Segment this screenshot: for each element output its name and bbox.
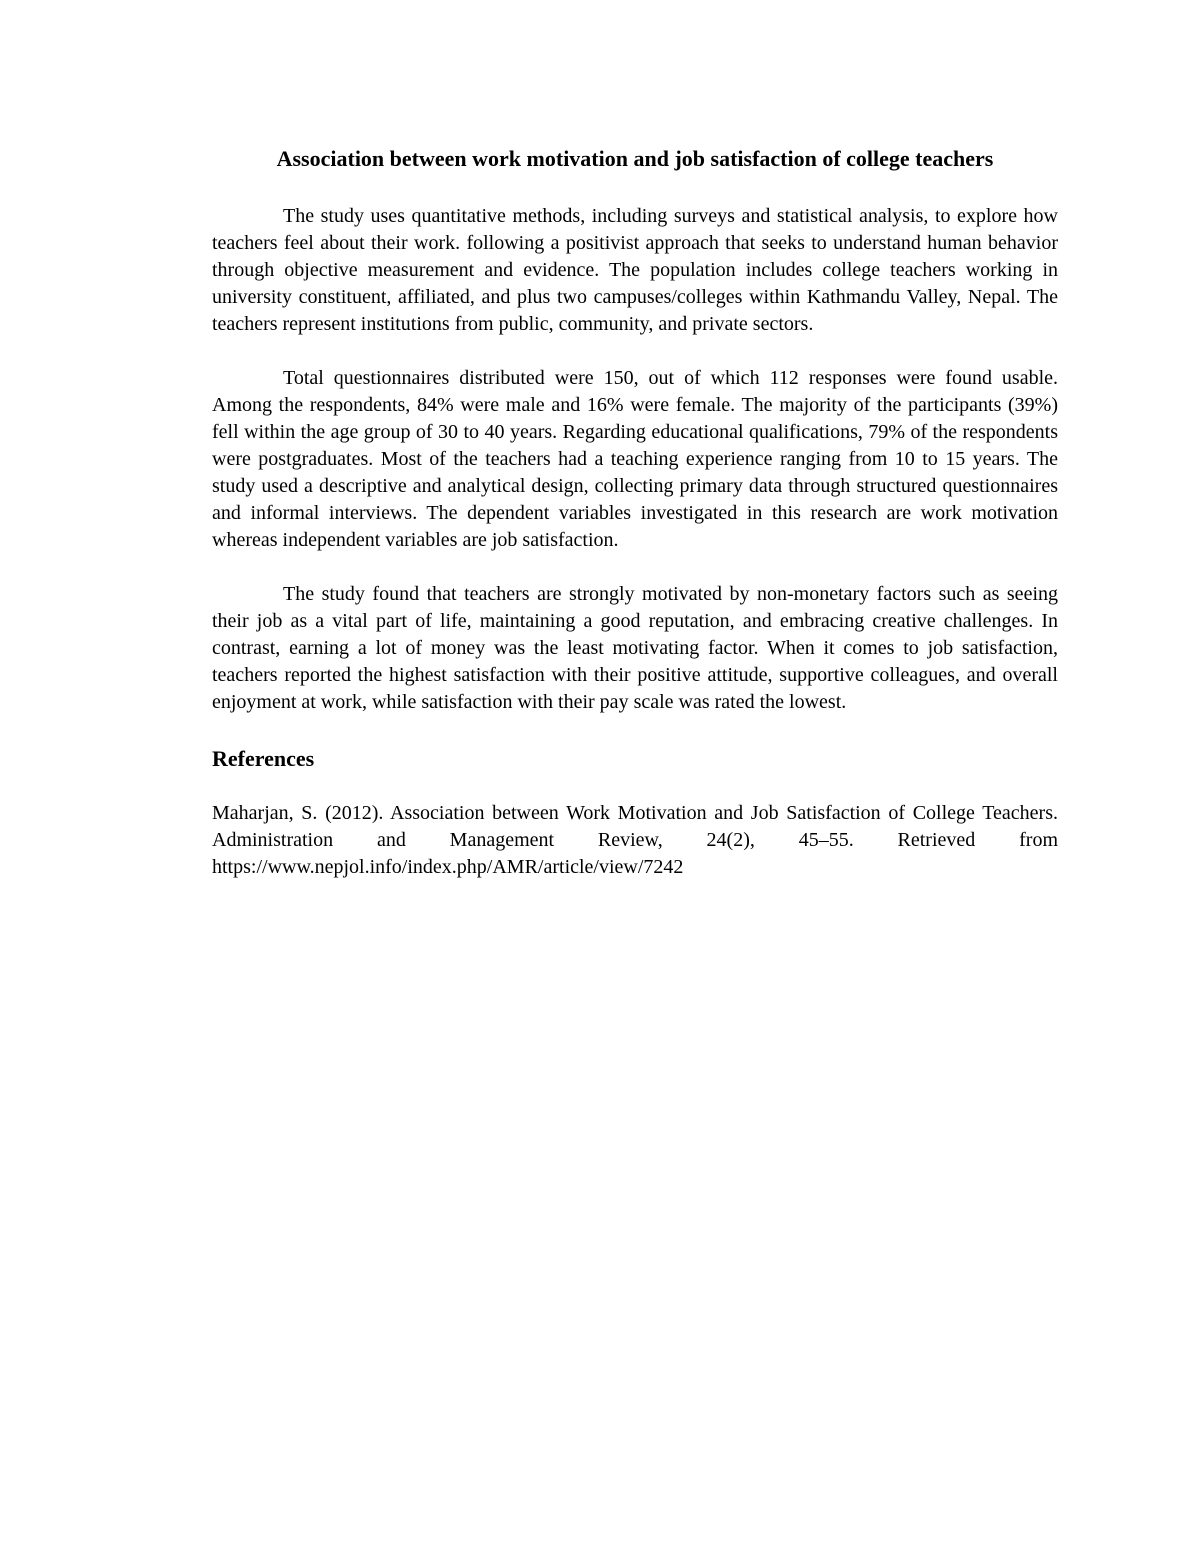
references-heading: References bbox=[212, 746, 315, 771]
document-page bbox=[212, 140, 1058, 881]
paragraph-findings: The study found that teachers are strongly motivated by non-monetary factors such as seeing their job as a vital part of life, maintaining a good reputation, and embracing creative challenges. In contrast, earning a lot of money was the least motivating factor. When it comes to job satisfaction, teachers reported the highest satisfaction with their positive attitude, supportive colleagues, and overall enjoyment at work, while satisfaction with their pay scale was rated the lowest. bbox=[212, 583, 1058, 713]
reference-entry: Maharjan, S. (2012). Association between Work Motivation and Job Satisfaction of College Teachers. Administration and Management Review, 24(2), 45–55. Retrieved from https://www.nepjol.info/index.php/AMR/article/view/7242 bbox=[212, 802, 1058, 878]
document-title: Association between work motivation and job satisfaction of college teachers bbox=[276, 146, 994, 171]
paragraph-sample: Total questionnaires distributed were 150, out of which 112 responses were found usable. Among the respondents, 84% were male and 16% were female. The majority of the participants (39%) fell within the age group of 30 to 40 years. Regarding educational qualifications, 79% of the respondents were postgraduates. Most of the teachers had a teaching experience ranging from 10 to 15 years. The study used a descriptive and analytical design, collecting primary data through structured questionnaires and informal interviews. The dependent variables investigated in this research are work motivation whereas independent variables are job satisfaction. bbox=[212, 367, 1058, 551]
paragraph-methods: The study uses quantitative methods, including surveys and statistical analysis, to explore how teachers feel about their work. following a positivist approach that seeks to understand human behavior through objective measurement and evidence. The population includes college teachers working in university constituent, affiliated, and plus two campuses/colleges within Kathmandu Valley, Nepal. The teachers represent institutions from public, community, and private sectors. bbox=[212, 205, 1058, 335]
